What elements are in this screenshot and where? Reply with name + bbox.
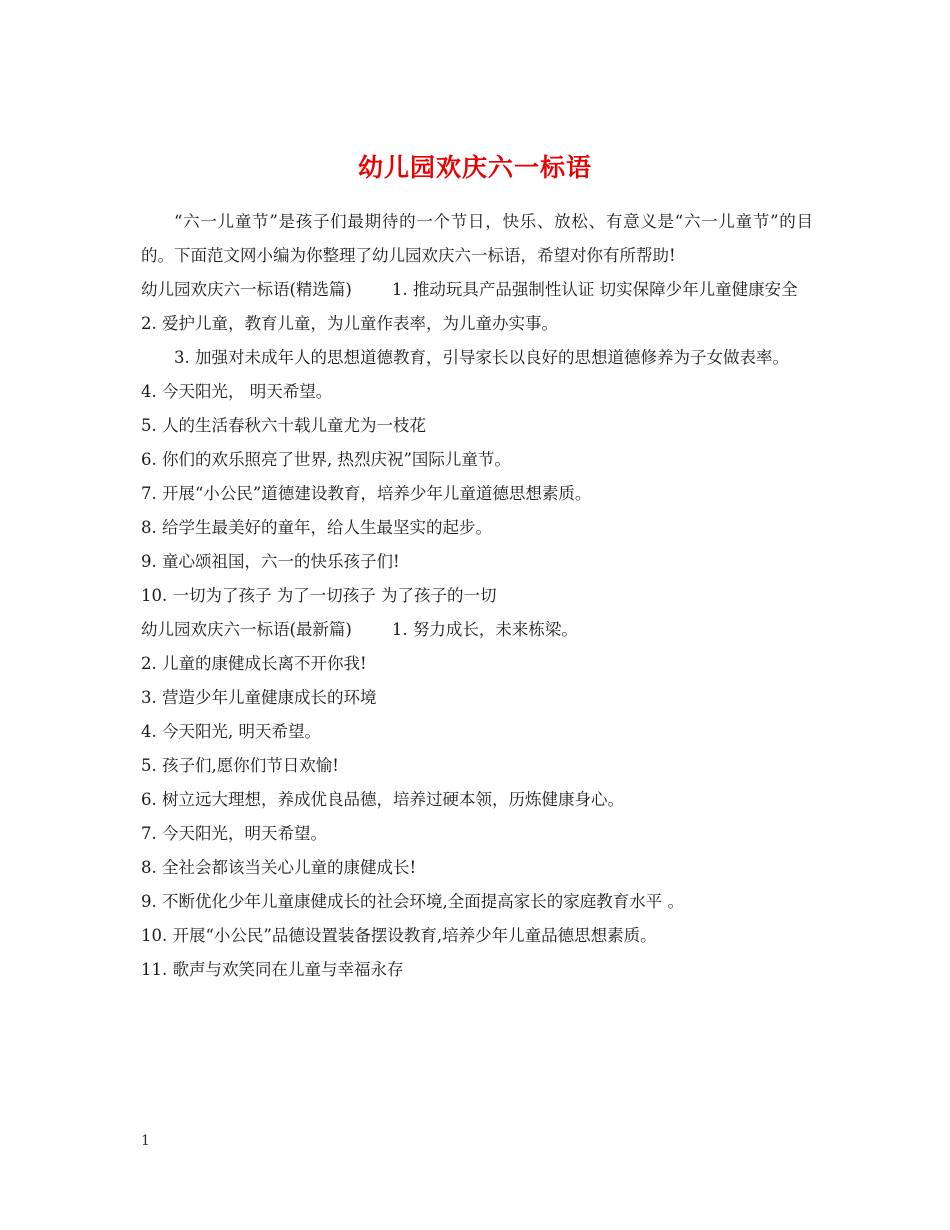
list-item: 1. 推动玩具产品强制性认证 切实保障少年儿童健康安全 [391, 280, 798, 299]
list-item: 9. 童心颂祖国，六一的快乐孩子们! [141, 552, 400, 571]
list-item: 8. 全社会都该当关心儿童的康健成长! [141, 858, 417, 877]
page-number: 1 [141, 1133, 150, 1149]
list-item: 1. 努力成长，未来栋梁。 [391, 620, 578, 639]
list-item: 2. 儿童的康健成长离不开你我! [141, 654, 367, 673]
list-item: 5. 人的生活春秋六十载儿童尤为一枝花 [141, 416, 426, 435]
list-item: 9. 不断优化少年儿童康健成长的社会环境,全面提高家长的家庭教育水平 。 [141, 892, 684, 911]
list-item: 5. 孩子们,愿你们节日欢愉! [141, 756, 339, 775]
intro-paragraph: “六一儿童节”是孩子们最期待的一个节日，快乐、放松、有意义是“六一儿童节”的目的。下面范文网小编为你整理了幼儿园欢庆六一标语，希望对你有所帮助! [141, 212, 813, 265]
list-item: 7. 开展“小公民”道德建设教育，培养少年儿童道德思想素质。 [141, 484, 592, 503]
document-body [141, 205, 813, 987]
section-heading-featured [141, 273, 813, 307]
section-heading-latest [141, 613, 813, 647]
list-item: 2. 爱护儿童，教育儿童，为儿童作表率，为儿童办实事。 [141, 314, 558, 333]
list-item: 3. 加强对未成年人的思想道德教育，引导家长以良好的思想道德修养为子女做表率。 [174, 348, 789, 367]
list-item: 11. 歌声与欢笑同在儿童与幸福永存 [141, 960, 404, 979]
section-heading-label: 幼儿园欢庆六一标语(最新篇) [141, 620, 352, 639]
list-item: 10. 开展“小公民”品德设置装备摆设教育,培养少年儿童品德思想素质。 [141, 926, 657, 945]
list-item: 3. 营造少年儿童健康成长的环境 [141, 688, 377, 707]
list-item: 6. 你们的欢乐照亮了世界, 热烈庆祝”国际儿童节。 [141, 450, 511, 469]
section-heading-label: 幼儿园欢庆六一标语(精选篇) [141, 280, 352, 299]
list-item: 4. 今天阳光, 明天希望。 [141, 722, 321, 741]
list-item: 8. 给学生最美好的童年，给人生最坚实的起步。 [141, 518, 492, 537]
list-item: 4. 今天阳光， 明天希望。 [141, 382, 333, 401]
list-item: 7. 今天阳光，明天希望。 [141, 824, 327, 843]
document-title: 幼儿园欢庆六一标语 [357, 152, 592, 182]
list-item: 10. 一切为了孩子 为了一切孩子 为了孩子的一切 [141, 586, 497, 605]
list-item: 6. 树立远大理想，养成优良品德，培养过硬本领，历炼健康身心。 [141, 790, 624, 809]
